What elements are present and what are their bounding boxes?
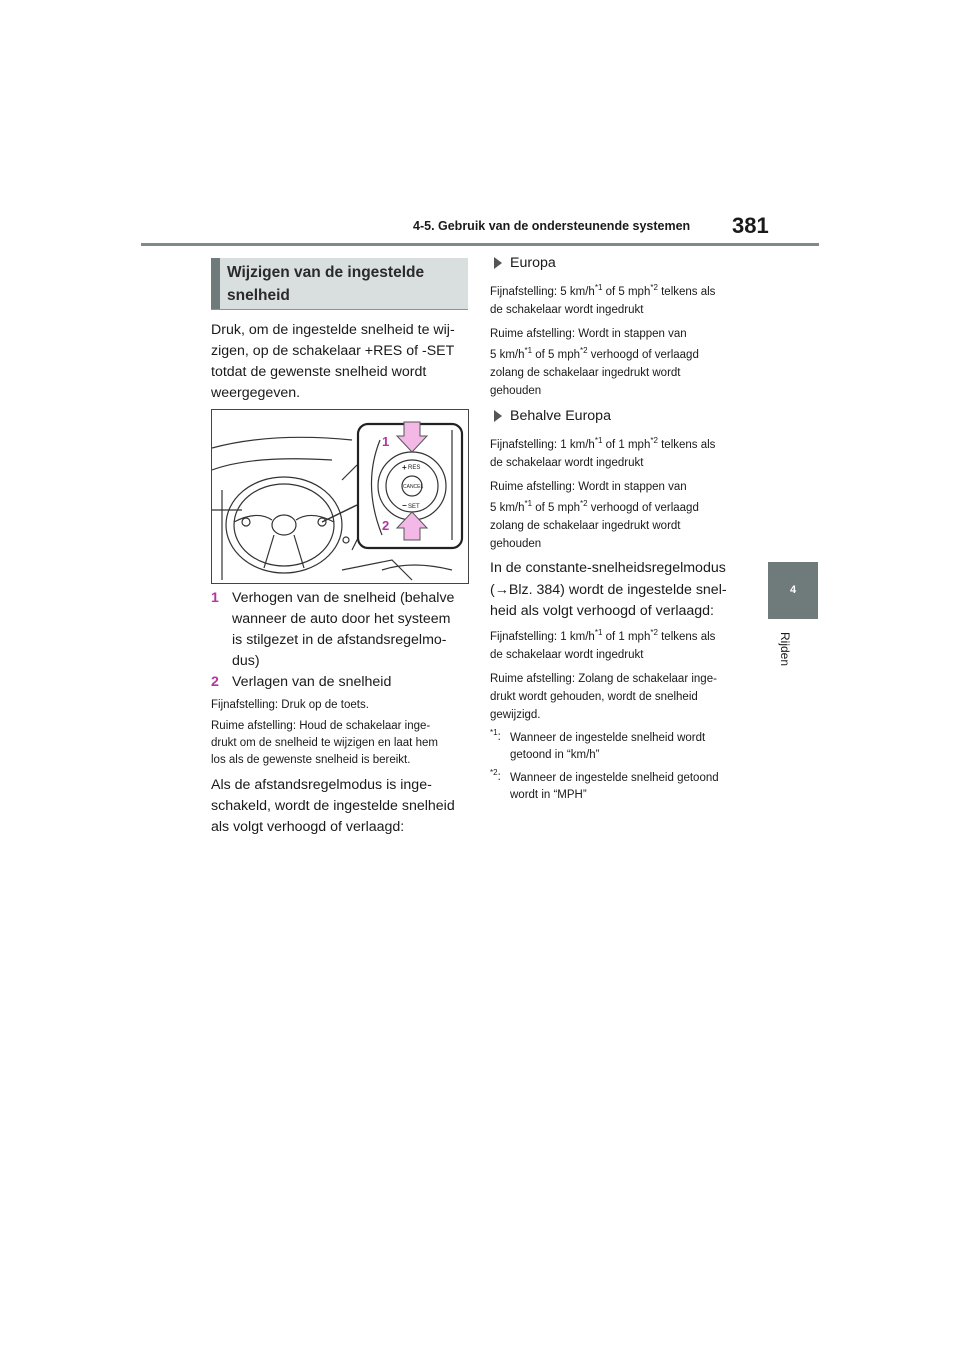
res-label: RES <box>408 465 421 471</box>
footnote-line: getoond in “km/h” <box>510 749 600 761</box>
section-title: 4-5. Gebruik van de ondersteunende systemen <box>413 219 691 233</box>
item-line: Verhogen van de snelheid (behalve <box>232 590 455 606</box>
broad-line: zolang de schakelaar ingedrukt wordt <box>490 520 681 532</box>
outro-line: Als de afstandsregelmodus is inge- <box>211 777 432 793</box>
footnote-line: Wanneer de ingestelde snelheid wordt <box>510 732 706 744</box>
footnote-marker: $^{*1}$: <box>490 728 501 743</box>
broad-line: 5 $km/h^{*1}$ of 5 mph$^{*2}$ verhoogd of verlaagd <box>490 346 699 361</box>
svg-text:−: − <box>402 501 407 510</box>
subheading-behalve-europa: Behalve Europa <box>510 408 611 424</box>
broad-line: 5 $km/h^{*1}$ of 5 mph$^{*2}$ verhoogd of verlaagd <box>490 499 699 514</box>
item-line: dus) <box>232 653 260 669</box>
steering-wheel-drawing <box>212 410 468 583</box>
fine-line: drukt om de snelheid te wijzigen en laat hem <box>211 737 438 749</box>
constant-line: (→Blz. 384) wordt de ingestelde snel- <box>490 582 727 598</box>
fine-line: Fijnafstelling: 1 $km/h^{*1}$ of 1 mph$^{*2}$ telkens als <box>490 628 716 643</box>
heading-accent-bar <box>211 258 220 309</box>
fine-line: de schakelaar wordt ingedrukt <box>490 304 644 316</box>
fine-line: Fijnafstelling: 1 $km/h^{*1}$ of 1 mph$^{*2}$ telkens als <box>490 436 716 451</box>
fine-line: de schakelaar wordt ingedrukt <box>490 649 644 661</box>
header-divider <box>141 243 819 246</box>
outro-line: schakeld, wordt de ingestelde snelheid <box>211 798 455 814</box>
constant-line: heid als volgt verhoogd of verlaagd: <box>490 603 714 619</box>
page-number: 381 <box>732 213 769 238</box>
callout-2: 2 <box>382 518 390 533</box>
broad-line: Ruime afstelling: Wordt in stappen van <box>490 481 687 493</box>
fine-line: de schakelaar wordt ingedrukt <box>490 457 644 469</box>
intro-line: weergegeven. <box>211 385 301 401</box>
broad-line: gehouden <box>490 385 542 397</box>
item-number: 2 <box>211 674 219 690</box>
triangle-bullet-icon <box>494 257 502 269</box>
subheading-europa: Europa <box>510 255 556 271</box>
intro-line: Druk, om de ingestelde snelheid te wij- <box>211 322 455 338</box>
item-number: 1 <box>211 590 219 606</box>
constant-line: In de constante-snelheidsregelmodus <box>490 560 726 576</box>
item-line: Verlagen van de snelheid <box>232 674 392 690</box>
callout-1: 1 <box>382 434 390 449</box>
fine-line: los als de gewenste snelheid is bereikt. <box>211 754 411 766</box>
footnote-line: Wanneer de ingestelde snelheid getoond <box>510 772 719 784</box>
broad-line: gehouden <box>490 538 542 550</box>
section-heading <box>211 258 468 310</box>
intro-line: zigen, op de schakelaar +RES of -SET <box>211 343 455 359</box>
fine-line: Ruime afstelling: Houd de schakelaar inge- <box>211 720 431 732</box>
item-line: is stilgezet in de afstandsregelmo- <box>232 632 447 648</box>
intro-line: totdat de gewenste snelheid wordt <box>211 364 427 380</box>
section-heading-text: Wijzigen van de ingestelde snelheid <box>227 264 425 304</box>
triangle-bullet-icon <box>494 410 502 422</box>
fine-line: Fijnafstelling: 5 $km/h^{*1}$ of 5 mph$^{*2}$ telkens als <box>490 283 716 298</box>
footnote-marker: $^{*2}$: <box>490 768 501 783</box>
item-line: wanneer de auto door het systeem <box>232 611 451 627</box>
broad-line: Ruime afstelling: Zolang de schakelaar inge- <box>490 673 717 685</box>
broad-line: gewijzigd. <box>490 709 541 721</box>
chapter-tab[interactable]: 4 <box>768 562 818 619</box>
broad-line: Ruime afstelling: Wordt in stappen van <box>490 328 687 340</box>
broad-line: drukt wordt gehouden, wordt de snelheid <box>490 691 698 703</box>
steering-wheel-illustration <box>211 409 469 584</box>
chapter-label: Rijden <box>778 632 792 667</box>
set-label: SET <box>408 504 420 510</box>
cancel-label: CANCEL <box>403 484 424 490</box>
broad-line: zolang de schakelaar ingedrukt wordt <box>490 367 681 379</box>
fine-line: Fijnafstelling: Druk op de toets. <box>211 699 369 711</box>
outro-line: als volgt verhoogd of verlaagd: <box>211 819 405 835</box>
footnote-line: wordt in “MPH” <box>510 789 587 801</box>
svg-text:+: + <box>402 463 407 472</box>
